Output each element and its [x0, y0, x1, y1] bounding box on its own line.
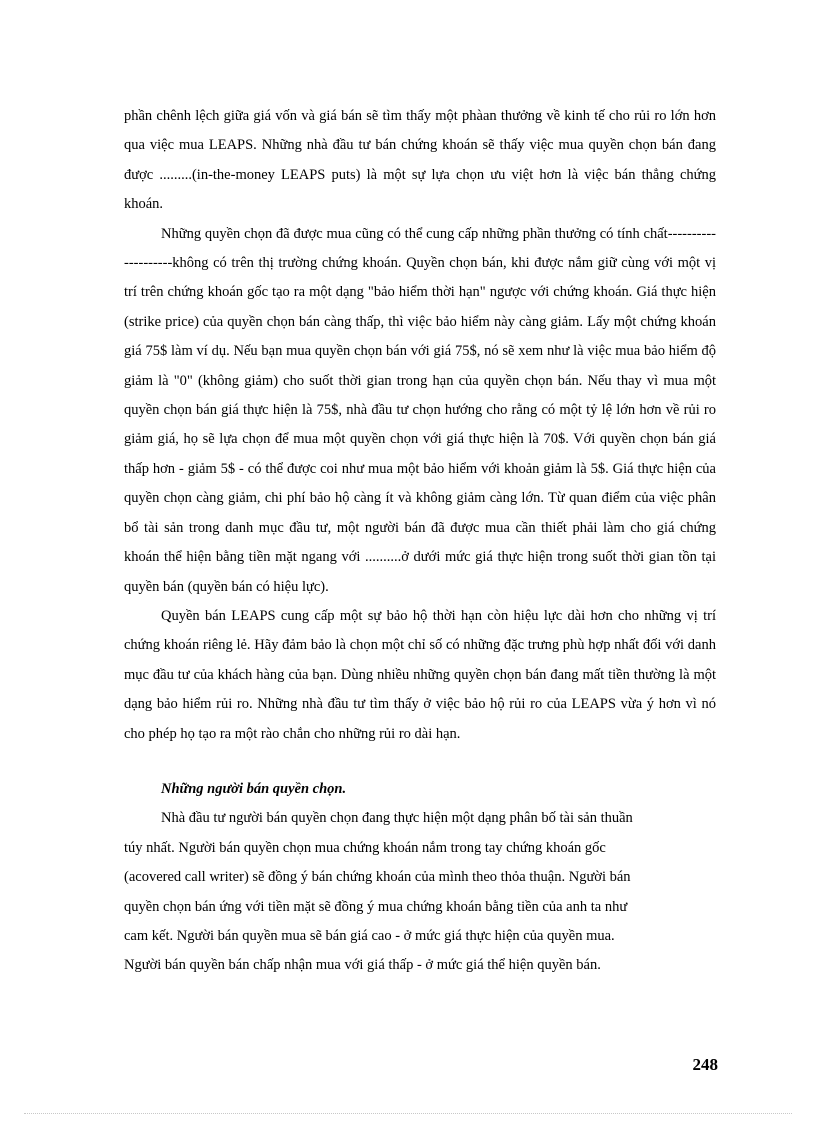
section-line-1: Nhà đầu tư người bán quyền chọn đang thực hiện một dạng phân bố tài sản thuần	[161, 810, 633, 827]
paragraph-3: Quyền bán LEAPS cung cấp một sự bảo hộ thời hạn còn hiệu lực dài hơn cho những vị trí chứng khoán riêng lẻ. Hãy đảm bảo là chọn một chỉ số có những đặc trưng phù hợp nhất đối với danh mục đầu tư của khách hàng của bạn. Dùng nhiều những quyền chọn bán đang mất tiền thường là một dạng bảo hiểm rủi ro. Những nhà đầu tư tìm thấy ở việc bảo hộ rủi ro của LEAPS vừa ý hơn vì nó cho phép họ tạo ra một rào chắn cho những rủi ro dài hạn.	[124, 607, 716, 742]
paragraph-1: phần chênh lệch giữa giá vốn và giá bán sẽ tìm thấy một phàan thưởng về kinh tế cho rủi ro lớn hơn qua việc mua LEAPS. Những nhà đầu tư bán chứng khoán sẽ thấy việc mua quyền chọn bán đang được .........(in-the-money LEAPS puts) là một sự lựa chọn ưu việt hơn là việc bán thẳng chứng khoán.	[124, 108, 716, 213]
section-line-6: Người bán quyền bán chấp nhận mua với giá thấp - ở mức giá thể hiện quyền bán.	[124, 957, 601, 974]
section-line-5: cam kết. Người bán quyền mua sẽ bán giá cao - ở mức giá thực hiện của quyền mua.	[124, 927, 615, 944]
footer-divider	[24, 1113, 792, 1114]
paragraph-2: Những quyền chọn đã được mua cũng có thể cung cấp những phần thưởng có tính chất--------------------không có trên thị trường chứng khoán. Quyền chọn bán, khi được nắm giữ cùng với một vị trí trên chứng khoán gốc tạo ra một dạng "bảo hiểm thời hạn" ngược với chứng khoán. Giá thực hiện (strike price) của quyền chọn bán càng thấp, thì việc bảo hiểm này càng giảm. Lấy một chứng khoán giá 75$ làm ví dụ. Nếu bạn mua quyền chọn bán với giá 75$, nó sẽ xem như là việc mua bảo hiểm độ giảm là "0" (không giảm) cho suốt thời gian trong hạn của quyền chọn bán. Nếu thay vì mua một quyền chọn bán giá thực hiện là 75$, nhà đầu tư chọn hướng cho rằng có một tỷ lệ lớn hơn về rủi ro giảm giá, họ sẽ lựa chọn để mua một quyền chọn với giá thực hiện là 70$. Với quyền chọn bán giá thấp hơn - giảm 5$ - có thể được coi như mua một bảo hiểm với khoản giảm là 5$. Giá thực hiện của quyền chọn càng giảm, chi phí bảo hộ càng ít và không giảm càng lớn. Từ quan điểm của việc phân bổ tài sản trong danh mục đầu tư, một người bán đã được mua cần thiết phải làm cho giá chứng khoán thể hiện bằng tiền mặt ngang với ..........ở dưới mức giá thực hiện trong suốt thời gian tồn tại quyền bán (quyền bán có hiệu lực).	[124, 225, 716, 595]
section-line-4: quyền chọn bán ứng với tiền mặt sẽ đồng ý mua chứng khoán bằng tiền của anh ta như	[124, 898, 628, 915]
section-line-2: túy nhất. Người bán quyền chọn mua chứng khoán nắm trong tay chứng khoán gốc	[124, 839, 606, 856]
section-paragraph	[124, 804, 716, 980]
page-body	[124, 102, 716, 981]
section-line-3: (acovered call writer) sẽ đồng ý bán chứng khoán của mình theo thỏa thuận. Người bán	[124, 869, 631, 886]
section-heading: Những người bán quyền chọn.	[161, 780, 347, 797]
page-number: 248	[692, 1055, 718, 1074]
